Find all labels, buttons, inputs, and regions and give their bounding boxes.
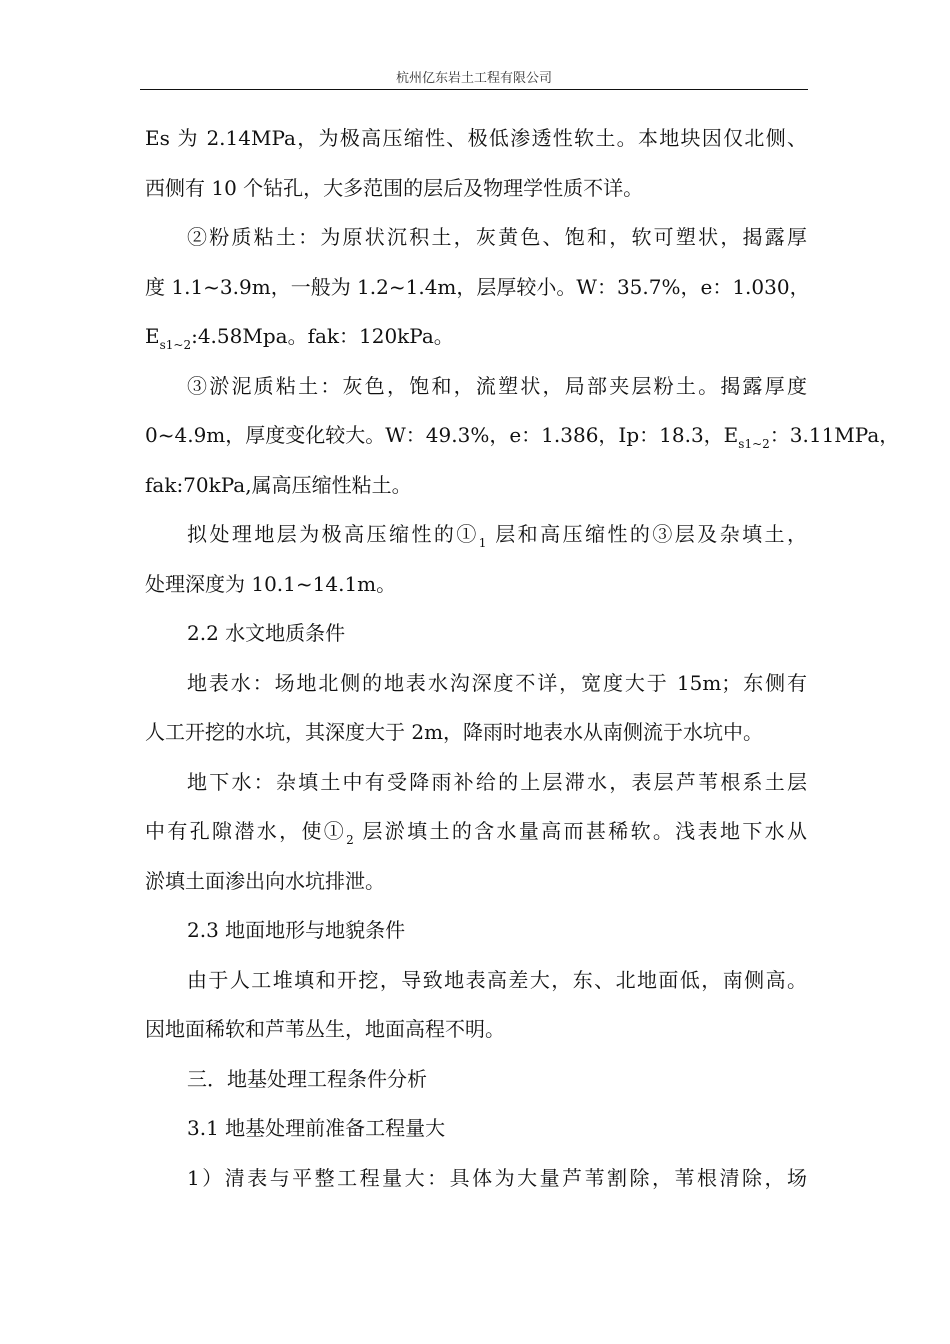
section-heading-3-1: 3.1 地基处理前准备工程量大 xyxy=(187,1116,446,1140)
text-line-9-sub: 1 xyxy=(478,536,487,550)
text-line-15-sub: 2 xyxy=(346,833,354,847)
text-line-10: 处理深度为 10.1~14.1m。 xyxy=(145,571,397,596)
document-body xyxy=(145,114,900,1203)
text-line-5-post: :4.58Mpa。fak：120kPa。 xyxy=(191,324,454,348)
text-line-12: 地表水：场地北侧的地表水沟深度不详，宽度大于 15m；东侧有 xyxy=(187,670,807,695)
text-line-9-pre: 拟处理地层为极高压缩性的① xyxy=(187,522,479,546)
text-line-7-post: ：3.11MPa， xyxy=(769,423,900,447)
text-line-15-pre: 中有孔隙潜水，使① xyxy=(145,819,347,843)
text-line-7 xyxy=(145,411,900,461)
text-line-2: 西侧有 10 个钻孔，大多范围的层后及物理学性质不详。 xyxy=(145,175,644,200)
text-line-7-sub: s1~2 xyxy=(738,437,770,451)
text-line-18: 由于人工堆填和开挖，导致地表高差大，东、北地面低，南侧高。 xyxy=(187,967,807,992)
text-line-3: ②粉质粘土：为原状沉积土，灰黄色、饱和，软可塑状，揭露厚 xyxy=(187,225,807,249)
text-line-9-post: 层和高压缩性的③层及杂填土， xyxy=(486,522,808,546)
company-name: 杭州亿东岩土工程有限公司 xyxy=(395,71,552,86)
text-line-22: 1）清表与平整工程量大：具体为大量芦苇割除，苇根清除，场 xyxy=(187,1165,807,1190)
text-line-1: Es 为 2.14MPa，为极高压缩性、极低渗透性软土。本地块因仅北侧、 xyxy=(145,126,807,150)
text-line-15-post: 层淤填土的含水量高而甚稀软。浅表地下水从 xyxy=(353,819,808,843)
text-line-5 xyxy=(145,312,807,362)
text-line-8: fak:70kPa,属高压缩性粘土。 xyxy=(145,472,412,497)
text-line-13: 人工开挖的水坑，其深度大于 2m，降雨时地表水从南侧流于水坑中。 xyxy=(145,720,764,744)
header-rule xyxy=(140,89,808,90)
text-line-19: 因地面稀软和芦苇丛生，地面高程不明。 xyxy=(145,1017,505,1041)
text-line-9 xyxy=(145,510,807,560)
text-line-7-pre: 0~4.9m，厚度变化较大。W：49.3%，e：1.386，Ip：18.3，E xyxy=(145,423,739,447)
text-line-6: ③淤泥质粘土：灰色，饱和，流塑状，局部夹层粉土。揭露厚度 xyxy=(187,373,807,398)
text-line-5-pre: E xyxy=(145,324,160,348)
text-line-15 xyxy=(145,807,807,857)
text-line-14: 地下水：杂填土中有受降雨补给的上层滞水，表层芦苇根系土层 xyxy=(187,769,807,794)
page-header xyxy=(140,70,808,88)
section-heading-3: 三．地基处理工程条件分析 xyxy=(187,1066,427,1091)
text-line-4: 度 1.1~3.9m，一般为 1.2~1.4m，层厚较小。W：35.7%，e：1.030， xyxy=(145,274,810,299)
section-heading-2-3: 2.3 地面地形与地貌条件 xyxy=(187,918,406,942)
section-heading-2-2: 2.2 水文地质条件 xyxy=(187,621,346,645)
text-line-5-sub: s1~2 xyxy=(159,338,192,352)
text-line-16: 淤填土面渗出向水坑排泄。 xyxy=(145,868,385,893)
